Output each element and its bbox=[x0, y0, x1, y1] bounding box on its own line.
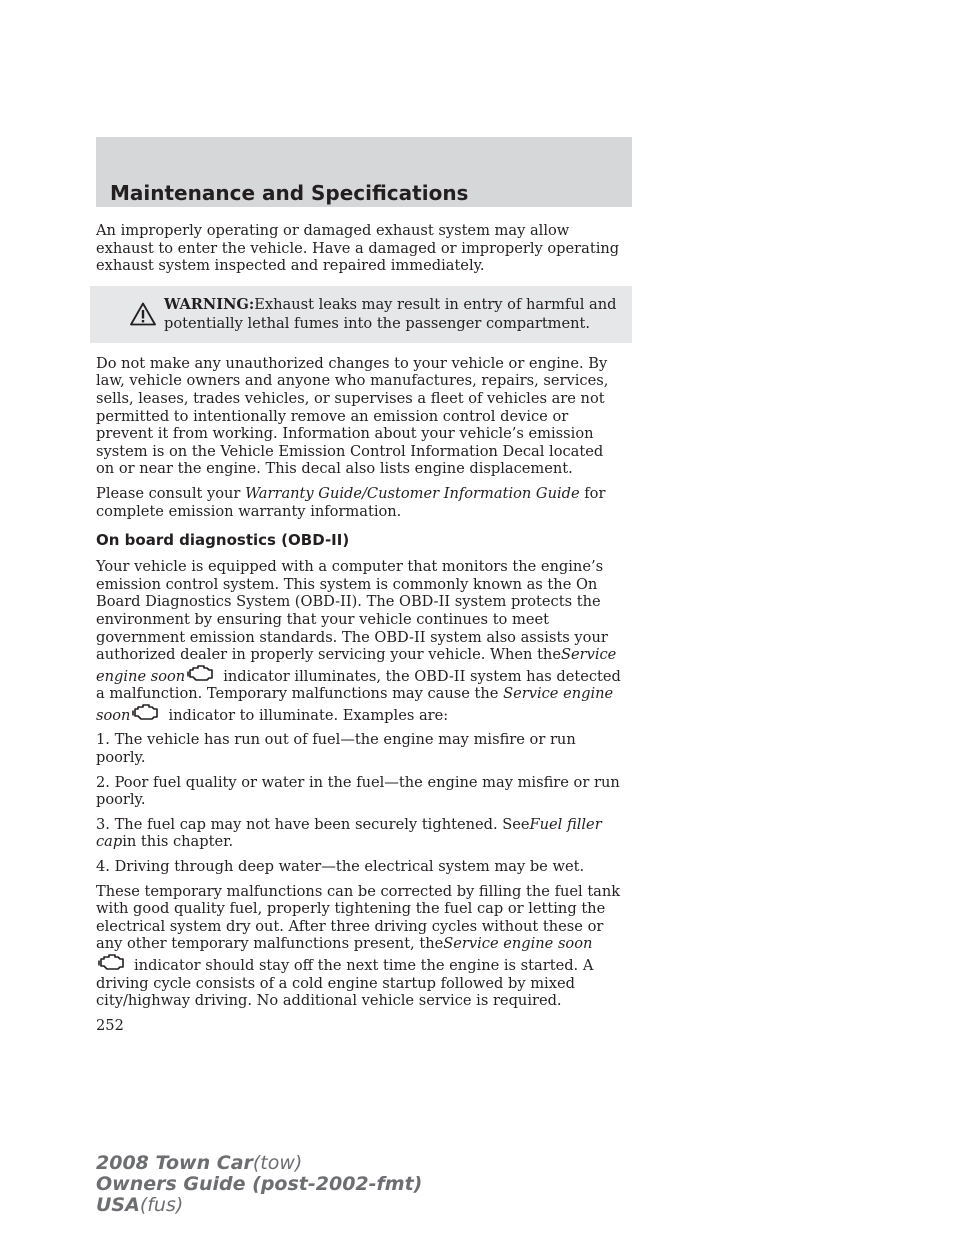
check-engine-icon bbox=[98, 953, 126, 971]
warning-text bbox=[164, 295, 622, 333]
warranty-guide-reference: Warranty Guide/Customer Information Guide bbox=[245, 484, 580, 502]
closing-text-1: These temporary malfunctions can be corrected by filling the fuel tank with good quality fuel, properly tightening the fuel cap or letting the electrical system dry out. After three driving cycles without these or any other temporary malfunctions present, the bbox=[96, 882, 621, 953]
indicator-name: Service engine soon bbox=[443, 935, 593, 953]
warning-box bbox=[90, 286, 632, 343]
closing-paragraph bbox=[96, 883, 626, 1010]
page-number: 252 bbox=[96, 1016, 124, 1034]
check-engine-icon bbox=[187, 664, 215, 682]
obd-text-2: indicator illuminates, the OBD-II system has detected a malfunction. Temporary malfunctions may cause the bbox=[96, 667, 621, 703]
example-3-suffix: in this chapter. bbox=[122, 833, 234, 851]
footer-guide: Owners Guide (post-2002-fmt) bbox=[96, 1173, 423, 1195]
warning-label: WARNING: bbox=[164, 295, 255, 313]
unauthorized-changes-paragraph: Do not make any unauthorized changes to your vehicle or engine. By law, vehicle owners and anyone who manufactures, repairs, services, sells, leases, trades vehicles, or supervises a fleet of vehicles are not permitted to intentionally remove an emission control device or prevent it from working. Information about your vehicle’s emission system is on the Vehicle Emission Control Information Decal located on or near the engine. This decal also lists engine displacement. bbox=[96, 354, 609, 478]
footer-line-3 bbox=[96, 1195, 422, 1216]
exhaust-intro-paragraph: An improperly operating or damaged exhaust system may allow exhaust to enter the vehicle. Have a damaged or improperly operating exhaust system inspected and repaired immediately. bbox=[96, 222, 620, 275]
indicator-name: Service engine soon bbox=[96, 646, 617, 685]
page-content bbox=[96, 222, 626, 1034]
footer-model: 2008 Town Car bbox=[96, 1152, 253, 1174]
warning-message: Exhaust leaks may result in entry of harmful and potentially lethal fumes into the passenger compartment. bbox=[164, 295, 617, 332]
document-footer bbox=[96, 1153, 422, 1216]
example-3 bbox=[96, 816, 626, 851]
footer-market: USA bbox=[96, 1194, 140, 1216]
footer-line-1 bbox=[96, 1153, 422, 1174]
warning-triangle-icon bbox=[130, 302, 156, 326]
example-3-text: 3. The fuel cap may not have been securely tightened. See bbox=[96, 815, 530, 833]
indicator-name: Service engine soon bbox=[96, 685, 614, 724]
warranty-consult-paragraph bbox=[96, 485, 626, 520]
example-1: 1. The vehicle has run out of fuel—the engine may misfire or run poorly. bbox=[96, 731, 576, 767]
section-title: Maintenance and Specifications bbox=[110, 181, 469, 205]
example-2: 2. Poor fuel quality or water in the fuel—the engine may misfire or run poorly. bbox=[96, 773, 620, 809]
check-engine-icon bbox=[132, 703, 160, 721]
example-4: 4. Driving through deep water—the electrical system may be wet. bbox=[96, 858, 585, 876]
obd-heading: On board diagnostics (OBD-II) bbox=[96, 531, 350, 550]
footer-model-code: (tow) bbox=[252, 1152, 303, 1174]
obd-text-3: indicator to illuminate. Examples are: bbox=[168, 706, 449, 724]
footer-line-2 bbox=[96, 1174, 422, 1195]
obd-text-1: Your vehicle is equipped with a computer that monitors the engine’s emission control system. This system is commonly known as the On Board Diagnostics System (OBD-II). The OBD-II system protects the environment by ensuring that your vehicle continues to meet government emission standards. The OBD-II system also assists your authorized dealer in properly servicing your vehicle. When the bbox=[96, 558, 608, 664]
closing-text-2: indicator should stay off the next time the engine is started. A driving cycle consists of a cold engine startup followed by mixed city/highway driving. No additional vehicle service is required. bbox=[96, 957, 594, 1010]
footer-market-code: (fus) bbox=[139, 1194, 184, 1216]
consult-text-before: Please consult your bbox=[96, 484, 241, 502]
consult-text-after: for complete emission warranty information. bbox=[96, 484, 606, 520]
fuel-filler-cap-reference: Fuel filler cap bbox=[96, 815, 602, 851]
obd-paragraph bbox=[96, 558, 626, 724]
